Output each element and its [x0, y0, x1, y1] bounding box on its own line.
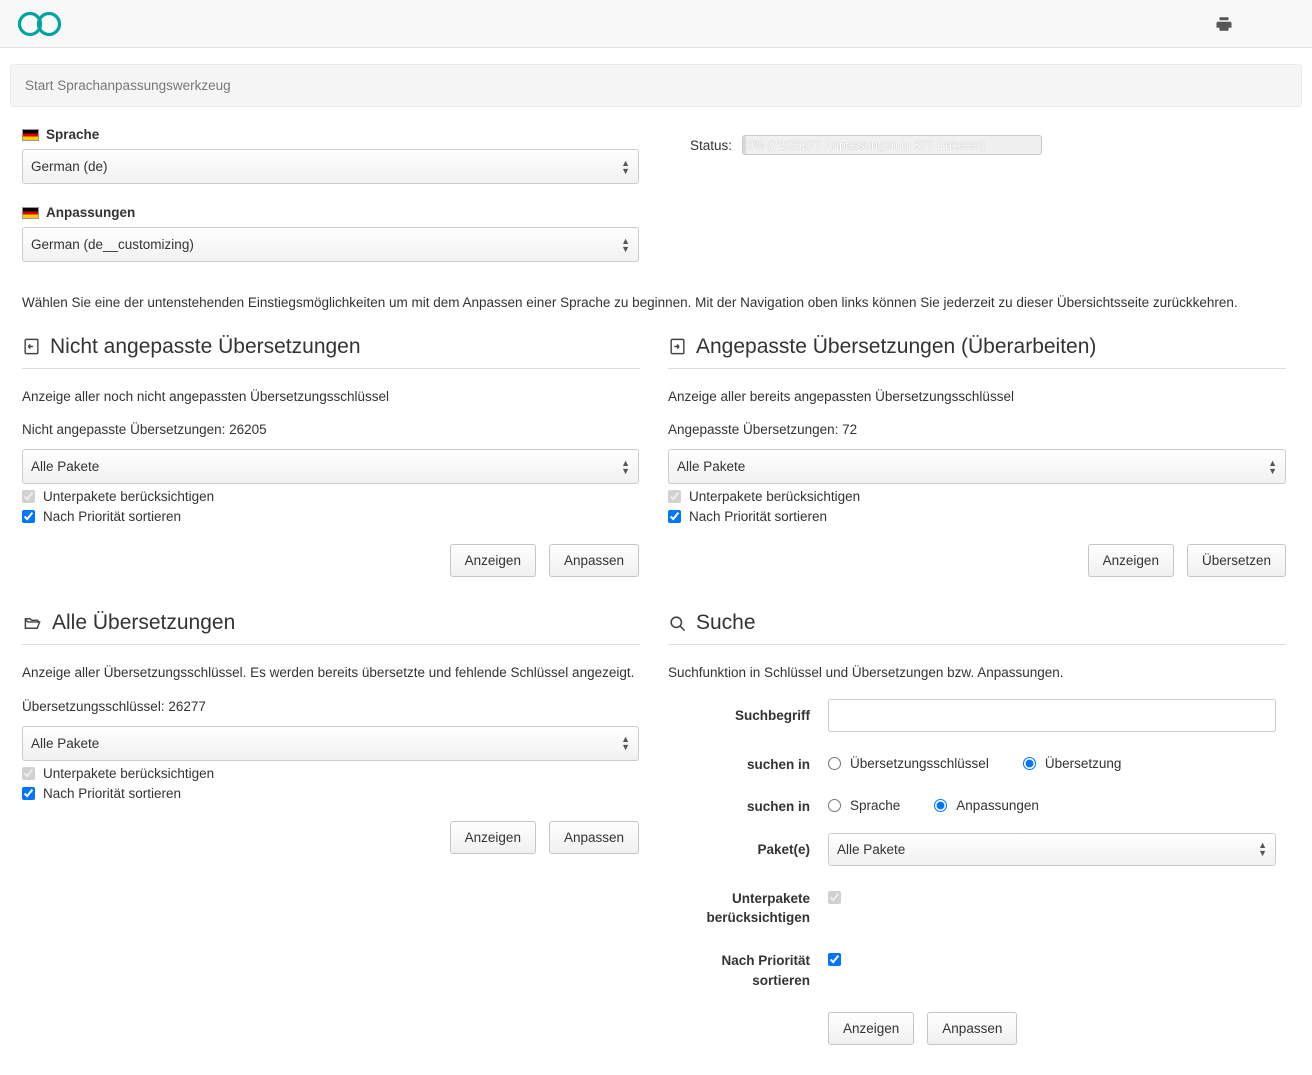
search-source-language-label: Sprache: [850, 798, 901, 814]
progress-fill: [743, 136, 746, 154]
search-scope-key-label: Übersetzungsschlüssel: [850, 755, 989, 771]
infinity-logo[interactable]: [16, 9, 66, 39]
search-source-customizing-label: Anpassungen: [956, 798, 1039, 814]
chevron-updown-icon: ▲ ▼: [621, 157, 630, 176]
file-import-icon: [22, 337, 41, 356]
customized-priority-label: Nach Priorität sortieren: [689, 509, 828, 525]
panel-all-title: [22, 611, 640, 645]
search-adjust-button[interactable]: Anpassen: [927, 1012, 1017, 1045]
untranslated-subpackages-row: [22, 489, 640, 504]
language-select[interactable]: [22, 149, 639, 184]
search-priority-row: [668, 944, 1286, 990]
search-packages-label: Paket(e): [757, 841, 810, 857]
panel-untranslated-count: Nicht angepasste Übersetzungen: 26205: [22, 422, 267, 438]
breadcrumb[interactable]: Start Sprachanpassungswerkzeug: [10, 64, 1302, 107]
progress-text: 0% (72/26277 Anpassungen in 377 Paketen): [747, 138, 986, 152]
panel-search-title: [668, 611, 1286, 645]
panel-customized-desc: Anzeige aller bereits angepassten Übersetzungsschlüssel: [668, 388, 1014, 404]
customized-priority-row: [668, 509, 1286, 524]
all-package-select[interactable]: [22, 726, 639, 761]
chevron-updown-icon: ▲ ▼: [621, 235, 630, 254]
search-in-source-row: [668, 790, 1286, 817]
search-in-scope-label: suchen in: [746, 756, 810, 772]
all-subpackages-row: [22, 766, 640, 781]
search-source-language-radio[interactable]: [828, 799, 841, 812]
customized-translate-button[interactable]: Übersetzen: [1187, 544, 1286, 577]
customized-priority-checkbox[interactable]: [668, 510, 681, 523]
all-adjust-button[interactable]: Anpassen: [549, 821, 639, 854]
chevron-updown-icon: ▲ ▼: [621, 457, 630, 476]
right-column: [668, 335, 1286, 1075]
untranslated-priority-checkbox[interactable]: [22, 510, 35, 523]
status-label: Status:: [690, 137, 733, 153]
printer-icon[interactable]: [1210, 10, 1238, 38]
chevron-updown-icon: ▲ ▼: [621, 734, 630, 753]
untranslated-adjust-button[interactable]: Anpassen: [549, 544, 639, 577]
untranslated-package-select[interactable]: [22, 449, 639, 484]
file-export-icon: [668, 337, 687, 356]
panel-all-count: Übersetzungsschlüssel: 26277: [22, 698, 206, 714]
settings-area: [22, 127, 1290, 262]
untranslated-subpackages-checkbox[interactable]: [22, 490, 35, 503]
customized-subpackages-row: [668, 489, 1286, 504]
panel-untranslated-desc: Anzeige aller noch nicht angepassten Übersetzungsschlüssel: [22, 388, 389, 404]
search-term-row: [668, 699, 1286, 732]
chevron-updown-icon: ▲ ▼: [1268, 457, 1277, 476]
search-show-button[interactable]: Anzeigen: [828, 1012, 914, 1045]
untranslated-subpackages-label: Unterpakete berücksichtigen: [43, 489, 215, 505]
untranslated-show-button[interactable]: Anzeigen: [450, 544, 536, 577]
search-in-source-label: suchen in: [746, 799, 810, 815]
all-priority-row: [22, 786, 640, 801]
search-term-input[interactable]: [828, 699, 1276, 732]
search-in-scope-row: [668, 748, 1286, 775]
panel-untranslated-title: [22, 335, 640, 369]
all-subpackages-checkbox[interactable]: [22, 767, 35, 780]
panel-search-title-text: Suche: [696, 611, 756, 635]
search-packages-row: [668, 833, 1286, 866]
search-subpackages-checkbox[interactable]: [828, 891, 841, 904]
search-scope-translation-radio[interactable]: [1023, 757, 1036, 770]
panel-customized-title-text: Angepasste Übersetzungen (Überarbeiten): [696, 334, 1097, 358]
untranslated-priority-row: [22, 509, 640, 524]
customized-package-select[interactable]: [668, 449, 1286, 484]
search-priority-checkbox[interactable]: [828, 953, 841, 966]
search-priority-label: Nach Priorität sortieren: [721, 952, 810, 988]
top-bar: [0, 0, 1312, 48]
search-subpackages-label: Unterpakete berücksichtigen: [706, 890, 810, 926]
search-icon: [668, 614, 687, 633]
intro-text: Wählen Sie eine der untenstehenden Einstiegsmöglichkeiten um mit dem Anpassen einer Sprache zu beginnen. Mit der Navigation oben links können Sie jederzeit zu dieser Übersichtsseite zurückkehren.: [22, 295, 1238, 310]
left-column: [22, 335, 640, 1075]
panel-customized-count: Angepasste Übersetzungen: 72: [668, 422, 858, 438]
german-flag-icon: [22, 129, 39, 141]
customizing-select[interactable]: [22, 227, 639, 262]
panel-all-desc: Anzeige aller Übersetzungsschlüssel. Es werden bereits übersetzte und fehlende Schlüssel angezeigt.: [22, 665, 635, 681]
untranslated-priority-label: Nach Priorität sortieren: [43, 509, 182, 525]
customizing-label-text: Anpassungen: [46, 205, 136, 220]
search-term-label: Suchbegriff: [734, 707, 810, 723]
language-label: [22, 127, 668, 142]
customized-show-button[interactable]: Anzeigen: [1088, 544, 1174, 577]
search-scope-key-radio[interactable]: [828, 757, 841, 770]
customizing-label: [22, 205, 668, 220]
panel-search-desc: Suchfunktion in Schlüssel und Übersetzungen bzw. Anpassungen.: [668, 665, 1064, 681]
folder-open-icon: [22, 614, 43, 633]
search-subpackages-row: [668, 882, 1286, 928]
status-row: [690, 135, 1290, 155]
panel-untranslated-title-text: Nicht angepasste Übersetzungen: [50, 334, 361, 358]
all-priority-label: Nach Priorität sortieren: [43, 785, 182, 801]
german-flag-icon: [22, 207, 39, 219]
status-progressbar: [742, 135, 1042, 155]
all-priority-checkbox[interactable]: [22, 787, 35, 800]
search-scope-translation-label: Übersetzung: [1044, 755, 1122, 771]
customized-subpackages-checkbox[interactable]: [668, 490, 681, 503]
language-label-text: Sprache: [46, 127, 100, 142]
panel-customized-title: [668, 335, 1286, 369]
chevron-updown-icon: ▲ ▼: [1258, 840, 1267, 859]
all-subpackages-label: Unterpakete berücksichtigen: [43, 765, 215, 781]
search-packages-select[interactable]: [828, 833, 1276, 866]
customized-subpackages-label: Unterpakete berücksichtigen: [689, 489, 861, 505]
search-source-customizing-radio[interactable]: [934, 799, 947, 812]
all-show-button[interactable]: Anzeigen: [450, 821, 536, 854]
panel-all-title-text: Alle Übersetzungen: [52, 611, 236, 635]
